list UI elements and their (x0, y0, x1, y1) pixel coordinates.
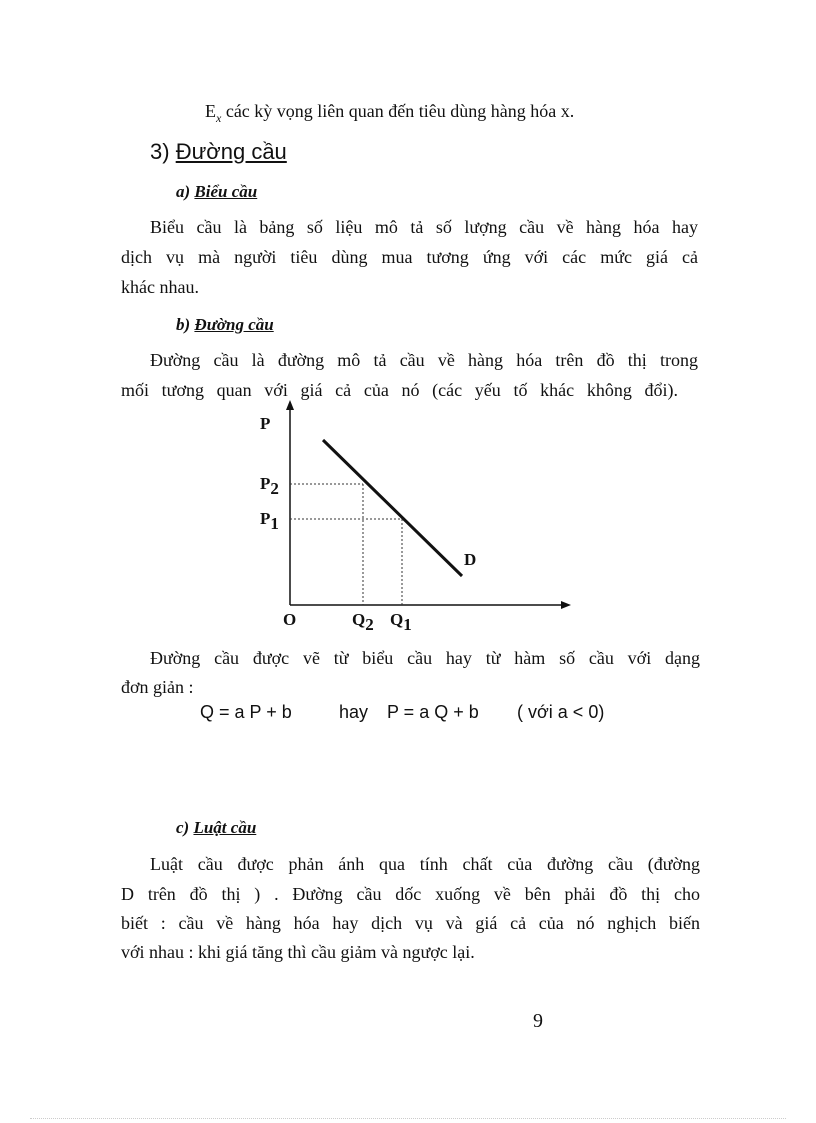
intro-symbol: E (205, 101, 216, 121)
page-bottom-divider (30, 1118, 786, 1119)
subheading-c (176, 817, 256, 839)
demand-formula (0, 701, 816, 725)
para-a-line-3: khác nhau. (121, 277, 199, 297)
formula-condition: ( với a < 0) (517, 702, 605, 722)
x-axis-arrow (561, 601, 571, 609)
formula-right: P = a Q + b (387, 702, 479, 722)
subheading-a-title: Biểu cầu (194, 182, 258, 201)
q2-label: Q2 (352, 610, 374, 634)
para-c-line-2: D trên đồ thị ) . Đường cầu dốc xuống về bên phải đồ thị cho (121, 884, 700, 904)
para-b-line-1: Đường cầu là đường mô tả cầu về hàng hóa trên đồ thị trong (150, 350, 698, 370)
para-b-line-2: mối tương quan với giá cả của nó (các yếu tố khác không đổi). (121, 380, 678, 400)
demand-curve-graph (250, 400, 580, 638)
section-title: Đường cầu (175, 139, 287, 164)
subheading-b-label: b) (176, 315, 191, 334)
demand-line (323, 440, 462, 576)
origin-label: O (283, 610, 297, 629)
para-c-line-3: biết : cầu về hàng hóa hay dịch vụ và giá cả của nó nghịch biến (121, 913, 700, 933)
para-c1-line-2: đơn giản : (121, 677, 194, 697)
p2-label: P2 (260, 474, 279, 498)
subheading-b-title: Đường cầu (194, 315, 274, 334)
para-c-line-1: Luật cầu được phản ánh qua tính chất của đường cầu (đường (150, 854, 700, 874)
section-number: 3) (150, 139, 170, 164)
para-a-line-2: dịch vụ mà người tiêu dùng mua tương ứng với các mức giá cả (121, 247, 698, 267)
intro-line (205, 100, 574, 124)
section-heading (150, 141, 287, 163)
page-number: 9 (533, 1010, 543, 1032)
intro-text: các kỳ vọng liên quan đến tiêu dùng hàng hóa x. (221, 101, 575, 121)
q1-label: Q1 (390, 610, 412, 634)
p1-label: P1 (260, 509, 279, 533)
para-a-line-1: Biểu cầu là bảng số liệu mô tả số lượng cầu về hàng hóa hay (150, 217, 698, 237)
intro-subscript: x (216, 111, 222, 125)
y-axis-label: P (260, 414, 271, 433)
subheading-c-title: Luật cầu (193, 818, 257, 837)
subheading-a (176, 181, 257, 203)
formula-left: Q = a P + b (200, 702, 292, 722)
formula-or: hay (339, 702, 369, 722)
curve-label: D (464, 550, 477, 569)
subheading-b (176, 314, 274, 336)
para-c-line-4: với nhau : khi giá tăng thì cầu giảm và ngược lại. (121, 942, 475, 962)
subheading-c-label: c) (176, 818, 190, 837)
subheading-a-label: a) (176, 182, 191, 201)
para-c1-line-1: Đường cầu được vẽ từ biểu cầu hay từ hàm số cầu với dạng (150, 648, 700, 668)
y-axis-arrow (286, 400, 294, 410)
